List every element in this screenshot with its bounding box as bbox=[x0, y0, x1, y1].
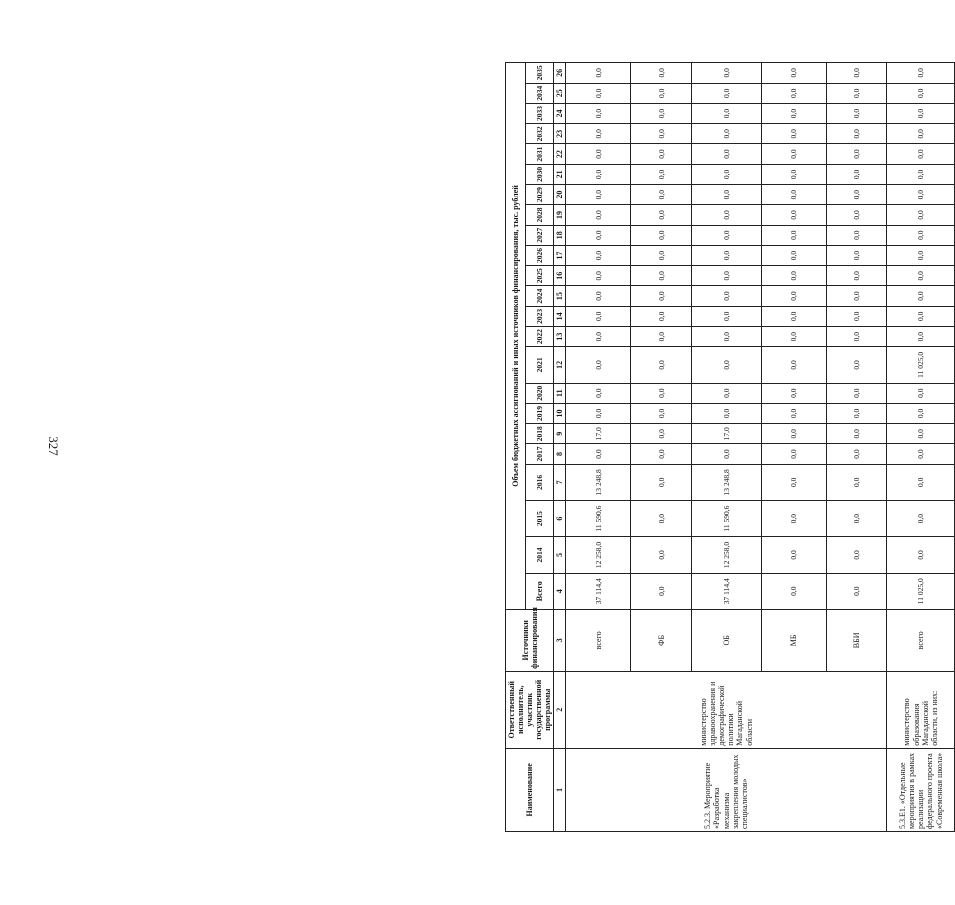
year-value: 0,0 bbox=[887, 383, 955, 403]
column-number: 8 bbox=[554, 444, 566, 464]
column-number: 17 bbox=[554, 245, 566, 265]
year-value: 0,0 bbox=[631, 306, 692, 326]
total-value: 37 114,4 bbox=[566, 573, 631, 609]
header-name: Наименование bbox=[506, 748, 554, 831]
year-value: 0,0 bbox=[887, 424, 955, 444]
responsible-executor: министерство образования Магаданской области, из них: bbox=[887, 671, 955, 748]
year-value: 0,0 bbox=[691, 225, 761, 245]
funding-source: МБ bbox=[761, 609, 826, 671]
column-number: 6 bbox=[554, 500, 566, 536]
year-value: 0,0 bbox=[566, 444, 631, 464]
year-value: 0,0 bbox=[826, 245, 887, 265]
year-value: 0,0 bbox=[631, 326, 692, 346]
year-value: 0,0 bbox=[761, 266, 826, 286]
year-value: 11 590,6 bbox=[566, 500, 631, 536]
responsible-executor: министерство здравоохранения и демографической политики Магаданской области bbox=[566, 671, 887, 748]
year-value: 0,0 bbox=[566, 266, 631, 286]
column-number: 10 bbox=[554, 403, 566, 423]
year-value: 0,0 bbox=[887, 144, 955, 164]
year-value: 0,0 bbox=[761, 537, 826, 573]
year-value: 0,0 bbox=[887, 103, 955, 123]
column-number: 2 bbox=[554, 671, 566, 748]
year-value: 0,0 bbox=[826, 266, 887, 286]
column-number: 26 bbox=[554, 63, 566, 84]
year-value: 0,0 bbox=[761, 63, 826, 84]
year-value: 0,0 bbox=[691, 444, 761, 464]
year-value: 0,0 bbox=[691, 347, 761, 383]
year-value: 0,0 bbox=[826, 286, 887, 306]
column-number: 16 bbox=[554, 266, 566, 286]
year-value: 0,0 bbox=[826, 326, 887, 346]
header-source: Источники финансирования bbox=[506, 609, 554, 671]
year-value: 0,0 bbox=[566, 124, 631, 144]
column-number: 3 bbox=[554, 609, 566, 671]
column-number: 4 bbox=[554, 573, 566, 609]
year-value: 0,0 bbox=[631, 83, 692, 103]
year-value: 0,0 bbox=[761, 83, 826, 103]
funding-source: ФБ bbox=[631, 609, 692, 671]
year-value: 0,0 bbox=[761, 306, 826, 326]
year-value: 0,0 bbox=[631, 444, 692, 464]
year-value: 0,0 bbox=[691, 63, 761, 84]
column-number: 13 bbox=[554, 326, 566, 346]
year-value: 0,0 bbox=[761, 124, 826, 144]
header-total: Всего bbox=[526, 573, 554, 609]
year-value: 0,0 bbox=[761, 500, 826, 536]
year-value: 0,0 bbox=[887, 403, 955, 423]
year-value: 17,0 bbox=[691, 424, 761, 444]
year-value: 0,0 bbox=[761, 225, 826, 245]
year-value: 0,0 bbox=[691, 205, 761, 225]
total-value: 0,0 bbox=[761, 573, 826, 609]
year-value: 0,0 bbox=[761, 286, 826, 306]
column-number: 7 bbox=[554, 464, 566, 500]
year-value: 0,0 bbox=[887, 500, 955, 536]
total-value: 11 025,0 bbox=[887, 573, 955, 609]
year-value: 0,0 bbox=[631, 286, 692, 306]
year-value: 0,0 bbox=[631, 245, 692, 265]
year-value: 0,0 bbox=[761, 464, 826, 500]
year-value: 0,0 bbox=[691, 245, 761, 265]
funding-source: ОБ bbox=[691, 609, 761, 671]
header-year: 2021 bbox=[526, 347, 554, 383]
header-year: 2030 bbox=[526, 164, 554, 184]
year-value: 0,0 bbox=[761, 383, 826, 403]
year-value: 13 248,8 bbox=[691, 464, 761, 500]
header-year: 2025 bbox=[526, 266, 554, 286]
header-year: 2020 bbox=[526, 383, 554, 403]
year-value: 0,0 bbox=[826, 403, 887, 423]
header-responsible: Ответственный исполнитель, участник государственной программы bbox=[506, 671, 554, 748]
table-row bbox=[887, 63, 955, 832]
year-value: 0,0 bbox=[566, 164, 631, 184]
column-number: 21 bbox=[554, 164, 566, 184]
header-year: 2026 bbox=[526, 245, 554, 265]
year-value: 0,0 bbox=[887, 185, 955, 205]
header-year: 2024 bbox=[526, 286, 554, 306]
year-value: 0,0 bbox=[887, 63, 955, 84]
year-value: 0,0 bbox=[566, 83, 631, 103]
column-number: 14 bbox=[554, 306, 566, 326]
year-value: 0,0 bbox=[631, 185, 692, 205]
year-value: 0,0 bbox=[566, 286, 631, 306]
year-value: 0,0 bbox=[566, 144, 631, 164]
column-number: 18 bbox=[554, 225, 566, 245]
year-value: 0,0 bbox=[631, 266, 692, 286]
year-value: 0,0 bbox=[826, 444, 887, 464]
year-value: 0,0 bbox=[761, 144, 826, 164]
year-value: 0,0 bbox=[631, 225, 692, 245]
year-value: 0,0 bbox=[826, 164, 887, 184]
column-number: 25 bbox=[554, 83, 566, 103]
year-value: 0,0 bbox=[631, 383, 692, 403]
year-value: 0,0 bbox=[566, 103, 631, 123]
year-value: 0,0 bbox=[631, 537, 692, 573]
year-value: 11 025,0 bbox=[887, 347, 955, 383]
header-year: 2016 bbox=[526, 464, 554, 500]
year-value: 0,0 bbox=[566, 63, 631, 84]
year-value: 0,0 bbox=[691, 286, 761, 306]
year-value: 0,0 bbox=[887, 164, 955, 184]
year-value: 0,0 bbox=[631, 500, 692, 536]
table-row bbox=[566, 63, 631, 832]
year-value: 0,0 bbox=[887, 205, 955, 225]
year-value: 0,0 bbox=[691, 266, 761, 286]
year-value: 12 258,0 bbox=[691, 537, 761, 573]
year-value: 0,0 bbox=[761, 326, 826, 346]
year-value: 0,0 bbox=[631, 403, 692, 423]
header-year: 2023 bbox=[526, 306, 554, 326]
year-value: 0,0 bbox=[761, 347, 826, 383]
column-number: 22 bbox=[554, 144, 566, 164]
year-value: 0,0 bbox=[761, 444, 826, 464]
year-value: 0,0 bbox=[761, 164, 826, 184]
year-value: 0,0 bbox=[566, 205, 631, 225]
total-value: 0,0 bbox=[631, 573, 692, 609]
column-number: 1 bbox=[554, 748, 566, 831]
header-year: 2019 bbox=[526, 403, 554, 423]
year-value: 0,0 bbox=[631, 424, 692, 444]
year-value: 0,0 bbox=[887, 306, 955, 326]
header-year: 2031 bbox=[526, 144, 554, 164]
year-value: 0,0 bbox=[887, 83, 955, 103]
activity-name: 5.3.Е1. «Отдельные мероприятия в рамках реализации федерального проекта «Современная школа» bbox=[887, 748, 955, 831]
year-value: 0,0 bbox=[566, 347, 631, 383]
year-value: 0,0 bbox=[826, 185, 887, 205]
year-value: 0,0 bbox=[631, 63, 692, 84]
header-funding: Объем бюджетных ассигнований и иных источников финансирования, тыс. рублей bbox=[506, 63, 526, 610]
header-year: 2017 bbox=[526, 444, 554, 464]
year-value: 0,0 bbox=[826, 464, 887, 500]
year-value: 0,0 bbox=[826, 144, 887, 164]
year-value: 0,0 bbox=[761, 103, 826, 123]
year-value: 0,0 bbox=[826, 124, 887, 144]
header-year: 2015 bbox=[526, 500, 554, 536]
year-value: 11 590,6 bbox=[691, 500, 761, 536]
year-value: 0,0 bbox=[826, 537, 887, 573]
rotated-table-wrapper bbox=[505, 62, 945, 832]
year-value: 0,0 bbox=[826, 103, 887, 123]
year-value: 0,0 bbox=[887, 444, 955, 464]
year-value: 0,0 bbox=[826, 347, 887, 383]
year-value: 0,0 bbox=[887, 266, 955, 286]
total-value: 37 114,4 bbox=[691, 573, 761, 609]
header-year: 2027 bbox=[526, 225, 554, 245]
year-value: 0,0 bbox=[691, 185, 761, 205]
year-value: 0,0 bbox=[887, 286, 955, 306]
funding-table bbox=[505, 62, 955, 832]
year-value: 0,0 bbox=[887, 537, 955, 573]
year-value: 0,0 bbox=[761, 205, 826, 225]
year-value: 0,0 bbox=[691, 326, 761, 346]
year-value: 0,0 bbox=[631, 464, 692, 500]
year-value: 0,0 bbox=[566, 326, 631, 346]
header-year: 2034 bbox=[526, 83, 554, 103]
year-value: 0,0 bbox=[631, 144, 692, 164]
year-value: 0,0 bbox=[826, 225, 887, 245]
header-year: 2029 bbox=[526, 185, 554, 205]
funding-source: всего bbox=[566, 609, 631, 671]
year-value: 0,0 bbox=[826, 83, 887, 103]
column-number: 5 bbox=[554, 537, 566, 573]
column-number: 9 bbox=[554, 424, 566, 444]
year-value: 0,0 bbox=[631, 205, 692, 225]
year-value: 17,0 bbox=[566, 424, 631, 444]
column-number: 24 bbox=[554, 103, 566, 123]
year-value: 0,0 bbox=[631, 124, 692, 144]
year-value: 0,0 bbox=[566, 185, 631, 205]
year-value: 0,0 bbox=[691, 83, 761, 103]
funding-source: всего bbox=[887, 609, 955, 671]
header-year: 2028 bbox=[526, 205, 554, 225]
year-value: 0,0 bbox=[761, 245, 826, 265]
year-value: 0,0 bbox=[631, 103, 692, 123]
column-number: 20 bbox=[554, 185, 566, 205]
year-value: 0,0 bbox=[691, 306, 761, 326]
column-number: 11 bbox=[554, 383, 566, 403]
year-value: 0,0 bbox=[631, 164, 692, 184]
column-number: 15 bbox=[554, 286, 566, 306]
year-value: 0,0 bbox=[691, 164, 761, 184]
year-value: 0,0 bbox=[566, 403, 631, 423]
year-value: 13 248,8 bbox=[566, 464, 631, 500]
page-number: 327 bbox=[46, 436, 61, 456]
total-value: 0,0 bbox=[826, 573, 887, 609]
header-year: 2035 bbox=[526, 63, 554, 84]
year-value: 0,0 bbox=[826, 63, 887, 84]
year-value: 0,0 bbox=[691, 103, 761, 123]
header-year: 2018 bbox=[526, 424, 554, 444]
year-value: 0,0 bbox=[887, 225, 955, 245]
header-year: 2022 bbox=[526, 326, 554, 346]
year-value: 0,0 bbox=[826, 500, 887, 536]
year-value: 0,0 bbox=[887, 326, 955, 346]
year-value: 0,0 bbox=[761, 185, 826, 205]
column-number: 19 bbox=[554, 205, 566, 225]
year-value: 12 258,0 bbox=[566, 537, 631, 573]
year-value: 0,0 bbox=[631, 347, 692, 383]
year-value: 0,0 bbox=[826, 205, 887, 225]
header-year: 2014 bbox=[526, 537, 554, 573]
column-number: 23 bbox=[554, 124, 566, 144]
year-value: 0,0 bbox=[761, 424, 826, 444]
year-value: 0,0 bbox=[887, 464, 955, 500]
year-value: 0,0 bbox=[887, 245, 955, 265]
header-year: 2033 bbox=[526, 103, 554, 123]
year-value: 0,0 bbox=[826, 306, 887, 326]
year-value: 0,0 bbox=[566, 383, 631, 403]
header-year: 2032 bbox=[526, 124, 554, 144]
year-value: 0,0 bbox=[691, 383, 761, 403]
year-value: 0,0 bbox=[826, 424, 887, 444]
year-value: 0,0 bbox=[566, 245, 631, 265]
year-value: 0,0 bbox=[887, 124, 955, 144]
year-value: 0,0 bbox=[691, 124, 761, 144]
funding-source: ВБИ bbox=[826, 609, 887, 671]
year-value: 0,0 bbox=[691, 144, 761, 164]
year-value: 0,0 bbox=[691, 403, 761, 423]
year-value: 0,0 bbox=[761, 403, 826, 423]
activity-name: 5.2.3. Мероприятие «Разработка механизма закрепления молодых специалистов» bbox=[566, 748, 887, 831]
column-number: 12 bbox=[554, 347, 566, 383]
year-value: 0,0 bbox=[566, 306, 631, 326]
year-value: 0,0 bbox=[566, 225, 631, 245]
year-value: 0,0 bbox=[826, 383, 887, 403]
